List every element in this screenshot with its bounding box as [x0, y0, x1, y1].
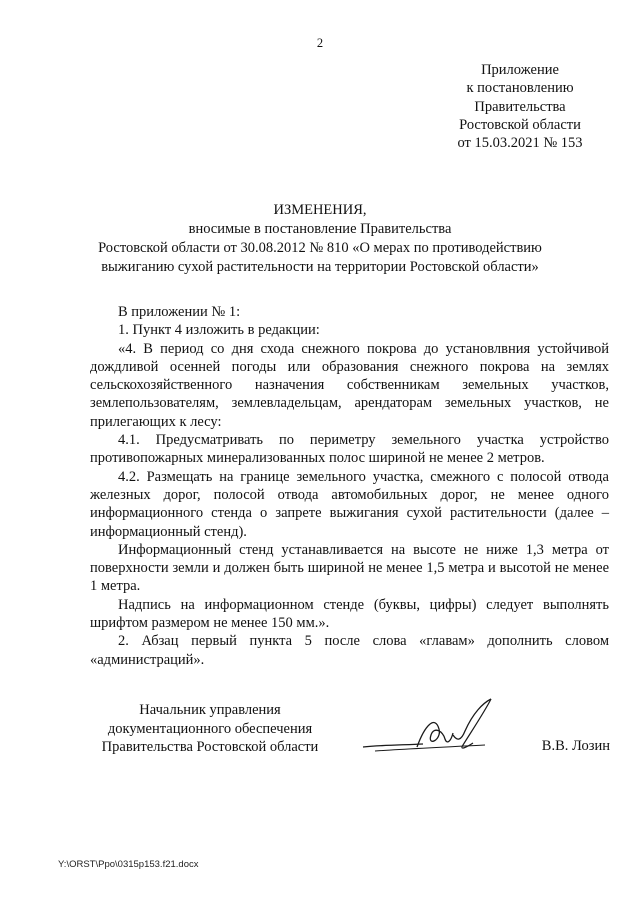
appendix-header — [420, 61, 620, 152]
title-heading: ИЗМЕНЕНИЯ, — [273, 202, 367, 218]
body-paragraph: 4.2. Размещать на границе земельного участка, смежного с полосой отвода железных дорог, полосой отвода автомобильных дорог, не менее одного информационного стенда о запрете выжигания сухой растительности (далее – информационный стенд). — [90, 468, 609, 540]
body-paragraph: 4.1. Предусматривать по периметру земельного участка устройство противопожарных минерализованных полос шириной не менее 2 метров. — [90, 432, 609, 467]
appendix-line: от 15.03.2021 № 153 — [457, 135, 583, 152]
appendix-line: к постановлению — [466, 80, 574, 97]
file-path-footer: Y:\ORST\Ppo\0315p153.f21.docx — [58, 859, 199, 870]
handwritten-signature — [355, 695, 505, 765]
document-body — [90, 303, 609, 669]
appendix-line: Правительства — [474, 98, 566, 115]
signatory-name: В.В. Лозин — [541, 738, 610, 754]
document-title — [60, 201, 580, 277]
body-paragraph: 1. Пункт 4 изложить в редакции: — [118, 322, 320, 339]
page-number: 2 — [316, 36, 324, 50]
appendix-line: Приложение — [481, 62, 559, 78]
title-line: выжиганию сухой растительности на территории Ростовской области» — [101, 259, 539, 275]
position-line: документационного обеспечения — [107, 720, 313, 737]
body-paragraph: «4. В период со дня схода снежного покрова до установлвния устойчивой дождливой осенней погоды или образования снежного покрова на землях сельскохозяйственного назначения собственникам земельных участков, землепользователям, землевладельцам, арендаторам земельных участков, не прилегающих к лесу: — [90, 340, 609, 430]
position-line: Начальник управления — [139, 702, 281, 718]
body-paragraph: 2. Абзац первый пункта 5 после слова «главам» дополнить словом «администраций». — [90, 633, 609, 668]
position-line: Правительства Ростовской области — [101, 739, 319, 756]
body-paragraph: Надпись на информационном стенде (буквы, цифры) следует выполнять шрифтом размером не менее 150 мм.». — [90, 596, 609, 632]
title-line: Ростовской области от 30.08.2012 № 810 «О мерах по противодействию — [98, 240, 542, 256]
title-line: вносимые в постановление Правительства — [188, 221, 452, 237]
signatory-position — [90, 701, 330, 757]
appendix-line: Ростовской области — [459, 116, 581, 133]
body-paragraph: В приложении № 1: — [118, 304, 241, 320]
body-paragraph: Информационный стенд устанавливается на высоте не ниже 1,3 метра от поверхности земли и должен быть шириной не менее 1,5 метра и высотой не менее 1 метра. — [90, 541, 609, 595]
